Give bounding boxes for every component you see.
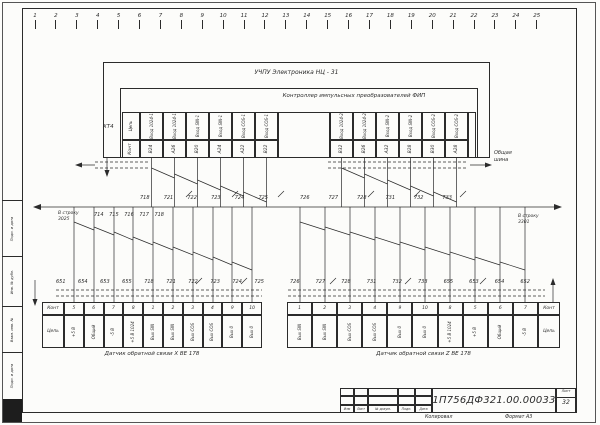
- sheet-number: 32: [562, 399, 570, 406]
- ruler-mark: 14: [302, 13, 312, 35]
- ruler-mark: 24: [511, 13, 521, 35]
- ruler-mark: 17: [365, 13, 375, 35]
- sensor-z-caption: Датчик обратной связи Z ВЕ 178: [376, 351, 471, 357]
- signal-name: -5 В: [110, 327, 116, 336]
- document-number-cell: [432, 388, 556, 413]
- ruler-mark: 6: [135, 13, 145, 35]
- ruler-mark: 3: [72, 13, 82, 35]
- ruler-mark: 19: [406, 13, 416, 35]
- margin-segment: Взам. инв. №: [2, 306, 22, 352]
- connector-pin-column: [399, 112, 422, 158]
- ruler-tick: [35, 20, 36, 29]
- ruler-tick: [369, 20, 370, 29]
- ruler-tick: [515, 20, 516, 29]
- pin-id: А24: [217, 144, 223, 154]
- ruler-tick: [264, 20, 265, 29]
- revision-label-row: [340, 405, 432, 413]
- signal-name: Вход SIN-1: [217, 114, 223, 138]
- signal-name: Вых SIN: [150, 323, 156, 340]
- connector-pin-column: [232, 112, 255, 158]
- wire-number: 717: [139, 212, 149, 218]
- ruler-mark: 2: [51, 13, 61, 35]
- sensor-z-table: [287, 302, 560, 348]
- signal-name: Вых COS: [209, 322, 215, 341]
- signal-name: +5 В: [70, 326, 76, 337]
- wire-number: 733: [417, 279, 428, 285]
- wire-number: 714: [94, 212, 104, 218]
- pin-id: 4: [203, 302, 223, 315]
- signal-name: -5 В: [522, 327, 528, 336]
- pin-id: 10: [242, 302, 262, 315]
- ruler-tick: [390, 20, 391, 29]
- contact-header: Конт: [42, 302, 64, 315]
- wire-number: 725: [258, 195, 268, 201]
- sensor-pin-column: [183, 302, 203, 348]
- ruler-mark: 23: [490, 13, 500, 35]
- sensor-pin-column: [242, 302, 262, 348]
- pin-id: В24: [148, 144, 154, 154]
- pin-id: В32: [338, 144, 344, 154]
- col-docnum: № докум.: [368, 405, 398, 413]
- wire-number: 731: [385, 195, 395, 201]
- connector-pin-column: [445, 112, 468, 158]
- sensor-pin-column: [203, 302, 223, 348]
- wire-numbers-bus-left: [94, 212, 164, 218]
- circuit-header: Цепь: [128, 120, 133, 132]
- sensor-pin-column: [104, 302, 124, 348]
- pin-id: 1: [143, 302, 163, 315]
- sensor-x-columns: [64, 302, 262, 348]
- sensor-pin-column: [143, 302, 163, 348]
- ruler-mark: 9: [197, 13, 207, 35]
- wire-number: 716: [124, 212, 134, 218]
- pin-id: 10: [412, 302, 437, 315]
- signal-name: Вход COS-1: [240, 113, 246, 139]
- sensor-pin-column: [163, 302, 183, 348]
- wire-number: 654: [494, 279, 505, 285]
- signal-name: Вых 0: [249, 325, 255, 338]
- signal-name: +5 В: [472, 326, 478, 337]
- col-podp: Подп.: [398, 405, 415, 413]
- row-reference-right: В строку 3301: [518, 214, 539, 225]
- wire-numbers-lower-right: [290, 279, 530, 285]
- wire-number: 724: [234, 195, 245, 201]
- signal-name: Вход 1024-2: [361, 113, 367, 139]
- signal-name: Вых SIN: [169, 323, 175, 340]
- margin-segment: Подп. и дата: [2, 352, 22, 398]
- signal-name: Вых SIN: [296, 323, 302, 340]
- ruler-tick: [327, 20, 328, 29]
- wire-numbers-lower-left: [56, 279, 264, 285]
- top-connector-header: [122, 112, 140, 158]
- pin-id: 2: [163, 302, 183, 315]
- sheet-label: Лист: [557, 389, 575, 398]
- ruler-tick: [306, 20, 307, 29]
- col-list: Лист: [354, 405, 368, 413]
- sensor-pin-column: [84, 302, 104, 348]
- wire-number: 727: [328, 195, 339, 201]
- top-connector-left-group: [140, 112, 278, 158]
- wire-number: 721: [163, 195, 174, 201]
- wire-number: 733: [442, 195, 452, 201]
- pin-id: 6: [84, 302, 104, 315]
- wire-numbers-upper-left: [140, 195, 268, 201]
- wire-number: 653: [100, 279, 110, 285]
- connector-spacer-cell: [278, 112, 330, 158]
- ruler-mark: 7: [155, 13, 165, 35]
- pin-id: 8: [438, 302, 463, 315]
- ruler-tick: [97, 20, 98, 29]
- wire-number: 722: [188, 279, 198, 285]
- signal-name: Вход 1024-2: [338, 113, 344, 139]
- pin-id: 5: [463, 302, 488, 315]
- wire-number: 723: [210, 279, 220, 285]
- signal-name: Вых COS: [346, 322, 352, 341]
- pin-id: 1: [287, 302, 312, 315]
- col-izm: Изм: [340, 405, 354, 413]
- top-connector-table: [122, 112, 476, 158]
- title-block: [340, 388, 576, 413]
- signal-name: +5 В 1024: [130, 320, 136, 343]
- pin-id: А32: [384, 144, 390, 154]
- cnc-unit-title: УЧПУ Электроника НЦ - 31: [254, 69, 339, 76]
- sensor-pin-column: [312, 302, 337, 348]
- sensor-pin-column: [412, 302, 437, 348]
- pin-id: 6: [488, 302, 513, 315]
- sensor-pin-column: [337, 302, 362, 348]
- connector-pin-column: [209, 112, 232, 158]
- wire-number: 727: [315, 279, 326, 285]
- wire-number: 653: [469, 279, 479, 285]
- format-label: Формат А3: [505, 415, 533, 420]
- ruler-mark: 16: [344, 13, 354, 35]
- circuit-header: Цепь: [42, 315, 64, 348]
- wire-number: 718: [144, 279, 154, 285]
- signal-name: Общий: [497, 324, 503, 339]
- sensor-pin-column: [222, 302, 242, 348]
- pin-id: А22: [240, 144, 246, 154]
- ruler-mark: 18: [385, 13, 395, 35]
- wire-number: 721: [166, 279, 176, 285]
- document-number: 1П756ДФ321.00.00033: [432, 395, 556, 406]
- wire-number: 728: [341, 279, 351, 285]
- wire-number: 724: [232, 279, 242, 285]
- signal-name: Вход SIN-2: [384, 114, 390, 138]
- connector-pin-column: [255, 112, 278, 158]
- signal-name: Вых COS: [189, 322, 195, 341]
- pin-id: 8: [123, 302, 143, 315]
- pin-id: А28: [453, 144, 459, 154]
- connector-pin-column: [186, 112, 209, 158]
- signal-name: Вых SIN: [321, 323, 327, 340]
- revision-row: [340, 388, 432, 396]
- signal-name: Вых 0: [229, 325, 235, 338]
- wire-number: 723: [211, 195, 221, 201]
- ruler-mark: 5: [114, 13, 124, 35]
- col-data: Дата: [415, 405, 432, 413]
- margin-segment: Инв. № дубл.: [2, 256, 22, 306]
- pin-id: 7: [513, 302, 538, 315]
- copied-label: Копировал: [425, 415, 453, 420]
- sensor-z-header: [538, 302, 560, 348]
- ruler-tick: [202, 20, 203, 29]
- ruler-tick: [348, 20, 349, 29]
- wire-number: 725: [254, 279, 264, 285]
- wire-number: 651: [56, 279, 66, 285]
- wire-number: 722: [187, 195, 197, 201]
- sensor-pin-column: [513, 302, 538, 348]
- ruler-tick: [432, 20, 433, 29]
- wire-number: 652: [520, 279, 530, 285]
- ruler-tick: [223, 20, 224, 29]
- pin-id: 7: [104, 302, 124, 315]
- pin-id: 9: [222, 302, 242, 315]
- ruler-mark: 4: [93, 13, 103, 35]
- sensor-z-columns: [287, 302, 538, 348]
- signal-name: Вход COS-2: [430, 113, 436, 139]
- pin-id: В30: [430, 144, 436, 154]
- ruler-tick: [411, 20, 412, 29]
- signal-name: Вход 1024-1: [148, 113, 154, 139]
- wire-number: 726: [300, 195, 310, 201]
- sensor-pin-column: [64, 302, 84, 348]
- ruler-tick: [494, 20, 495, 29]
- row-reference-left: В строку 3025: [58, 211, 79, 222]
- ruler-tick: [285, 20, 286, 29]
- sensor-pin-column: [362, 302, 387, 348]
- ruler-tick: [244, 20, 245, 29]
- controller-title: Контроллер импульсных преобразователей ФИП: [282, 93, 426, 99]
- connector-pin-column: [140, 112, 163, 158]
- sensor-pin-column: [463, 302, 488, 348]
- pin-id: В22: [263, 144, 269, 154]
- signal-name: Вход 1024-1: [171, 113, 177, 139]
- ruler-tick: [453, 20, 454, 29]
- sensor-pin-column: [287, 302, 312, 348]
- signal-name: Вход SIN-1: [194, 114, 200, 138]
- ruler-tick: [76, 20, 77, 29]
- wire-number: 655: [122, 279, 132, 285]
- pin-id: А26: [171, 144, 177, 154]
- ruler-tick: [536, 20, 537, 29]
- wire-number: 732: [392, 279, 402, 285]
- wire-number: 718: [154, 212, 164, 218]
- wire-number: 655: [443, 279, 454, 285]
- pin-id: 9: [387, 302, 412, 315]
- connector-pin-column: [163, 112, 186, 158]
- sensor-x-table: [42, 302, 262, 348]
- wire-number: 732: [413, 195, 424, 201]
- ruler-mark: 22: [469, 13, 479, 35]
- wire-number: 654: [78, 279, 88, 285]
- wire-number: 728: [356, 195, 367, 201]
- wire-number: 726: [290, 279, 300, 285]
- ruler-mark: 15: [323, 13, 333, 35]
- sensor-pin-column: [488, 302, 513, 348]
- wire-numbers-upper-right: [300, 195, 452, 201]
- pin-id: В26: [361, 144, 367, 154]
- common-bus-label: Общая шина: [494, 150, 512, 163]
- connector-pin-column: [353, 112, 376, 158]
- ruler-mark: 25: [532, 13, 542, 35]
- ruler-tick: [181, 20, 182, 29]
- scan-artifact-black-corner: [3, 399, 22, 422]
- signal-name: Общий: [90, 324, 96, 339]
- ruler-mark: 13: [281, 13, 291, 35]
- ruler-mark: 11: [239, 13, 249, 35]
- sensor-x-header: [42, 302, 64, 348]
- wire-number: 715: [109, 212, 119, 218]
- signal-name: Вых 0: [422, 325, 428, 338]
- top-connector-right-group: [330, 112, 468, 158]
- margin-segment: Подп. и дата: [2, 200, 22, 256]
- sensor-pin-column: [123, 302, 143, 348]
- pin-id: 2: [312, 302, 337, 315]
- ruler-mark: 8: [176, 13, 186, 35]
- ruler-tick: [118, 20, 119, 29]
- signal-name: Вход SIN-2: [407, 114, 413, 138]
- revision-row: [340, 396, 432, 404]
- ruler-mark: 10: [218, 13, 228, 35]
- ruler-mark: 1: [30, 13, 40, 35]
- contact-header: Конт: [538, 302, 560, 315]
- signal-name: Вход COS-1: [263, 113, 269, 139]
- signal-name: Вых COS: [371, 322, 377, 341]
- ruler-tick: [55, 20, 56, 29]
- pin-id: 3: [183, 302, 203, 315]
- ruler-mark: 21: [448, 13, 458, 35]
- connector-pin-column: [422, 112, 445, 158]
- wire-number: 718: [140, 195, 150, 201]
- contact-header: Конт: [128, 143, 133, 155]
- wire-number: 731: [366, 279, 377, 285]
- pin-id: 4: [362, 302, 387, 315]
- revision-grid: [340, 388, 432, 413]
- column-ruler: [30, 13, 542, 35]
- sensor-pin-column: [438, 302, 463, 348]
- signal-name: Вых 0: [396, 325, 402, 338]
- connector-end-cell: [468, 112, 476, 158]
- ruler-tick: [139, 20, 140, 29]
- connector-designator: XT4: [103, 124, 114, 130]
- pin-id: 5: [64, 302, 84, 315]
- ruler-tick: [160, 20, 161, 29]
- ruler-tick: [474, 20, 475, 29]
- sensor-x-caption: Датчик обратной связи X ВЕ 178: [104, 351, 200, 357]
- pin-id: В20: [194, 144, 200, 154]
- circuit-header: Цепь: [538, 315, 560, 348]
- signal-name: +5 В 1024: [447, 320, 453, 343]
- signal-name: Вход COS-2: [453, 113, 459, 139]
- connector-pin-column: [376, 112, 399, 158]
- ruler-mark: 12: [260, 13, 270, 35]
- sensor-pin-column: [387, 302, 412, 348]
- pin-id: 3: [337, 302, 362, 315]
- pin-id: В28: [407, 144, 413, 154]
- connector-pin-column: [330, 112, 353, 158]
- sheet-cell: [556, 388, 576, 413]
- ruler-mark: 20: [427, 13, 437, 35]
